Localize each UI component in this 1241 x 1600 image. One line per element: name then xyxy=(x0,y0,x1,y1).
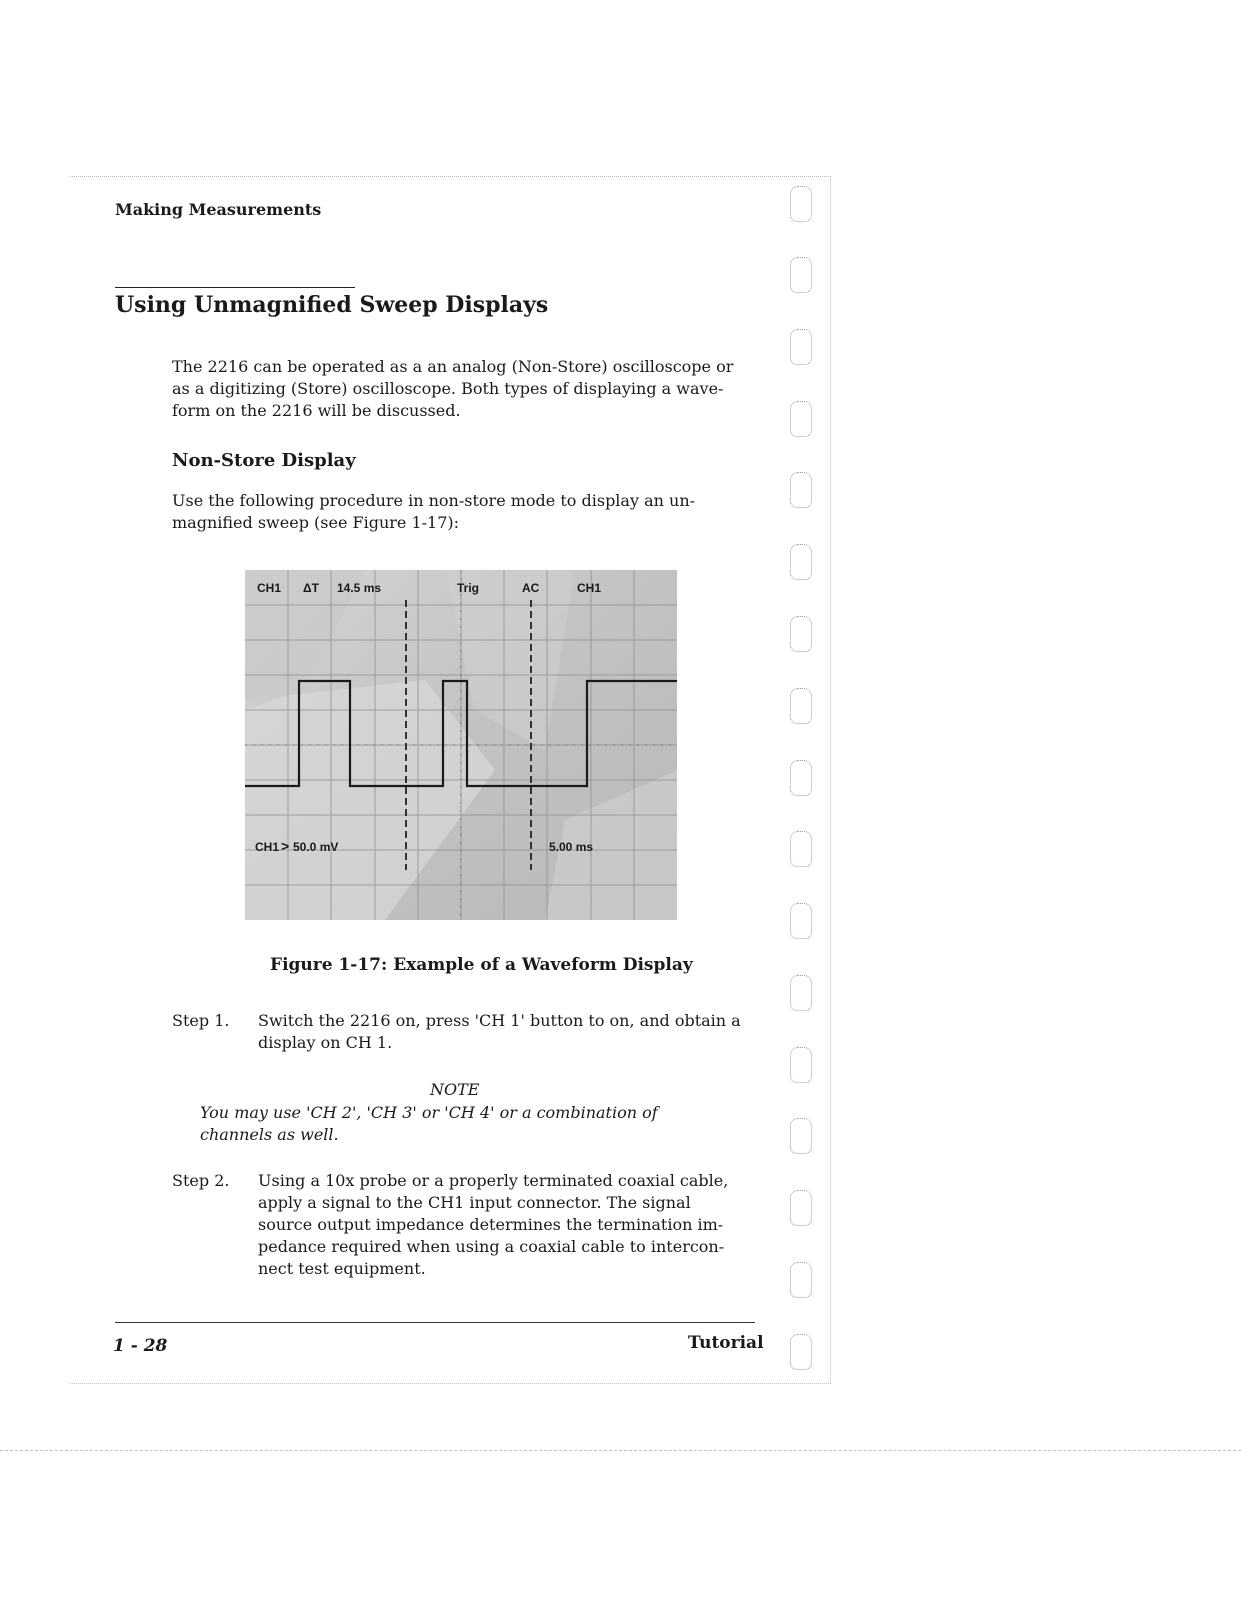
oscilloscope-screen xyxy=(245,570,677,920)
footer-section: Tutorial xyxy=(688,1333,764,1353)
title-rule xyxy=(115,287,355,288)
page-number: 1 - 28 xyxy=(113,1336,168,1356)
text-line: magnified sweep (see Figure 1-17): xyxy=(172,513,460,532)
text-line: as a digitizing (Store) oscilloscope. Both types of displaying a wave- xyxy=(172,379,724,398)
binder-hole xyxy=(790,1190,812,1226)
binder-hole xyxy=(790,903,812,939)
subsection-title: Non-Store Display xyxy=(172,450,356,471)
text-line: pedance required when using a coaxial cable to intercon- xyxy=(258,1237,725,1256)
text-line: form on the 2216 will be discussed. xyxy=(172,401,461,420)
text-line: source output impedance determines the termination im- xyxy=(258,1215,724,1234)
readout-ch1: CH1 xyxy=(257,581,282,595)
text-line: The 2216 can be operated as a an analog (Non-Store) oscilloscope or xyxy=(172,357,734,376)
section-title: Using Unmagnified Sweep Displays xyxy=(115,292,549,318)
binder-hole xyxy=(790,257,812,293)
text-line: You may use 'CH 2', 'CH 3' or 'CH 4' or a combination of xyxy=(200,1103,658,1122)
readout-bottom-ch: CH1 xyxy=(255,840,280,854)
text-line: Switch the 2216 on, press 'CH 1' button to on, and obtain a xyxy=(258,1011,741,1030)
readout-time: 5.00 ms xyxy=(549,840,594,854)
binder-hole xyxy=(790,401,812,437)
binder-hole xyxy=(790,1334,812,1370)
step-text xyxy=(258,1010,758,1054)
oscilloscope-screen-figure xyxy=(245,570,677,920)
binder-hole xyxy=(790,1118,812,1154)
step-text xyxy=(258,1170,758,1280)
text-line: apply a signal to the CH1 input connector. The signal xyxy=(258,1193,691,1212)
note-title: NOTE xyxy=(430,1080,480,1099)
binder-hole xyxy=(790,760,812,796)
binder-hole xyxy=(790,1262,812,1298)
figure-caption: Figure 1-17: Example of a Waveform Display xyxy=(270,955,693,975)
binder-hole xyxy=(790,186,812,222)
binder-hole xyxy=(790,975,812,1011)
binder-hole xyxy=(790,688,812,724)
readout-trig: Trig xyxy=(457,581,480,595)
binder-hole xyxy=(790,329,812,365)
text-line: channels as well. xyxy=(200,1125,339,1144)
binder-hole xyxy=(790,472,812,508)
step-label: Step 2. xyxy=(172,1171,230,1190)
readout-coupling: AC xyxy=(522,581,540,595)
running-head: Making Measurements xyxy=(115,200,322,219)
text-line: display on CH 1. xyxy=(258,1033,393,1052)
binder-hole xyxy=(790,1047,812,1083)
readout-volts: 50.0 mV xyxy=(293,840,339,854)
subsection-intro xyxy=(172,490,752,534)
text-line: Using a 10x probe or a properly terminated coaxial cable, xyxy=(258,1171,729,1190)
readout-ch1-right: CH1 xyxy=(577,581,602,595)
step-label: Step 1. xyxy=(172,1011,230,1030)
footer-rule xyxy=(115,1322,755,1323)
binder-hole xyxy=(790,616,812,652)
binder-hole xyxy=(790,831,812,867)
text-line: Use the following procedure in non-store mode to display an un- xyxy=(172,491,696,510)
scan-edge-line xyxy=(0,1450,1241,1451)
note-text xyxy=(200,1102,740,1146)
text-line: nect test equipment. xyxy=(258,1259,426,1278)
greater-than-icon: > xyxy=(281,838,290,854)
readout-delta: ΔT xyxy=(303,581,319,595)
readout-delta-value: 14.5 ms xyxy=(337,581,382,595)
intro-paragraph xyxy=(172,356,752,422)
binder-hole xyxy=(790,544,812,580)
